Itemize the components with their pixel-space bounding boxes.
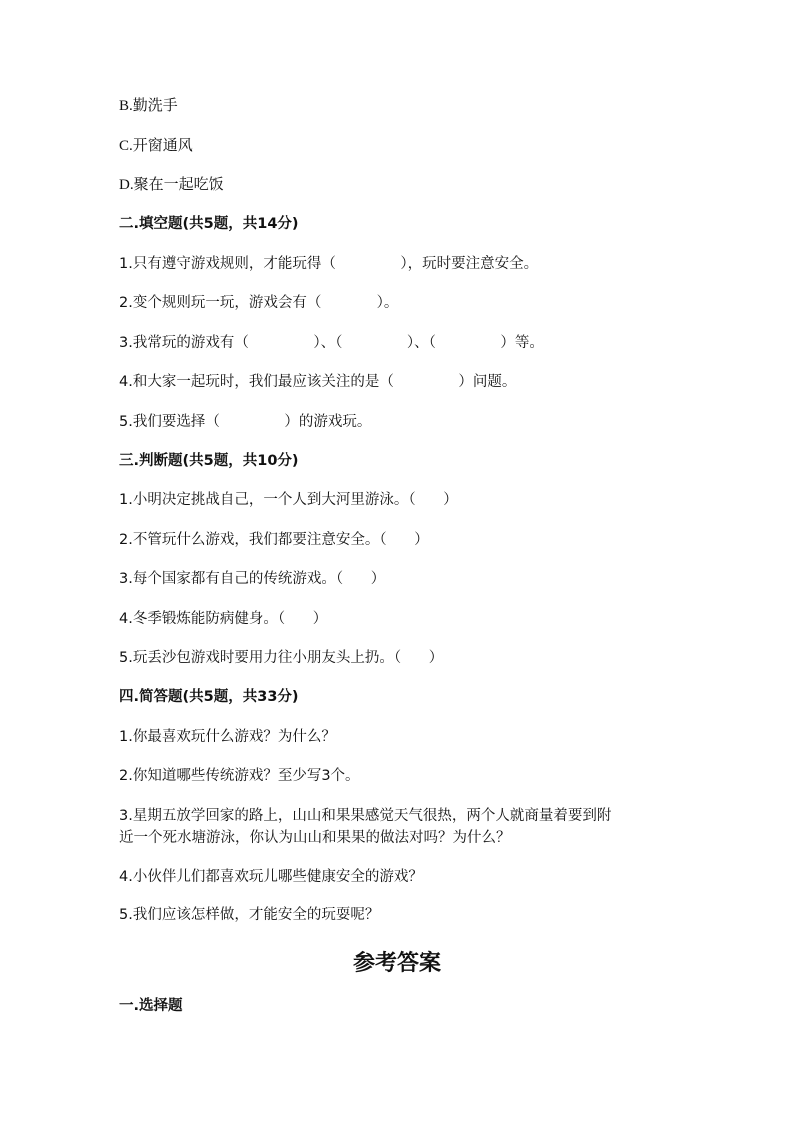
fill-blank-question-2: 2.变个规则玩一玩，游戏会有（ ）。 — [119, 295, 399, 311]
true-false-question-2: 2.不管玩什么游戏，我们都要注意安全。（ ） — [119, 532, 429, 548]
short-answer-question-3-line-2: 近一个死水塘游泳，你认为山山和果果的做法对吗？为什么？ — [119, 830, 511, 846]
option-d: D.聚在一起吃饭 — [119, 177, 224, 193]
true-false-question-3: 3.每个国家都有自己的传统游戏。（ ） — [119, 571, 386, 587]
answer-key-title: 参考答案 — [352, 950, 441, 976]
section-true-false-heading: 三.判断题(共5题，共10分) — [119, 453, 299, 469]
short-answer-question-5: 5.我们应该怎样做，才能安全的玩耍呢？ — [119, 907, 380, 923]
fill-blank-question-3: 3.我常玩的游戏有（ ）、（ ）、（ ）等。 — [119, 335, 544, 351]
true-false-question-1: 1.小明决定挑战自己，一个人到大河里游泳。（ ） — [119, 492, 458, 508]
short-answer-question-3-line-1: 3.星期五放学回家的路上，山山和果果感觉天气很热，两个人就商量着要到附 — [119, 808, 612, 824]
section-fill-blank-heading: 二.填空题(共5题，共14分) — [119, 216, 299, 232]
section-short-answer-heading: 四.简答题(共5题，共33分) — [119, 689, 299, 705]
short-answer-question-1: 1.你最喜欢玩什么游戏？为什么？ — [119, 729, 336, 745]
short-answer-question-4: 4.小伙伴儿们都喜欢玩儿哪些健康安全的游戏？ — [119, 869, 423, 885]
true-false-question-4: 4.冬季锻炼能防病健身。（ ） — [119, 611, 328, 627]
option-b: B.勤洗手 — [119, 98, 178, 114]
fill-blank-question-5: 5.我们要选择（ ）的游戏玩。 — [119, 414, 372, 430]
option-c: C.开窗通风 — [119, 138, 193, 154]
short-answer-question-2: 2.你知道哪些传统游戏？至少写3个。 — [119, 768, 360, 784]
answer-section-1-heading: 一.选择题 — [119, 998, 183, 1014]
true-false-question-5: 5.玩丢沙包游戏时要用力往小朋友头上扔。（ ） — [119, 650, 444, 666]
fill-blank-question-1: 1.只有遵守游戏规则，才能玩得（ ），玩时要注意安全。 — [119, 256, 539, 272]
fill-blank-question-4: 4.和大家一起玩时，我们最应该关注的是（ ）问题。 — [119, 374, 517, 390]
